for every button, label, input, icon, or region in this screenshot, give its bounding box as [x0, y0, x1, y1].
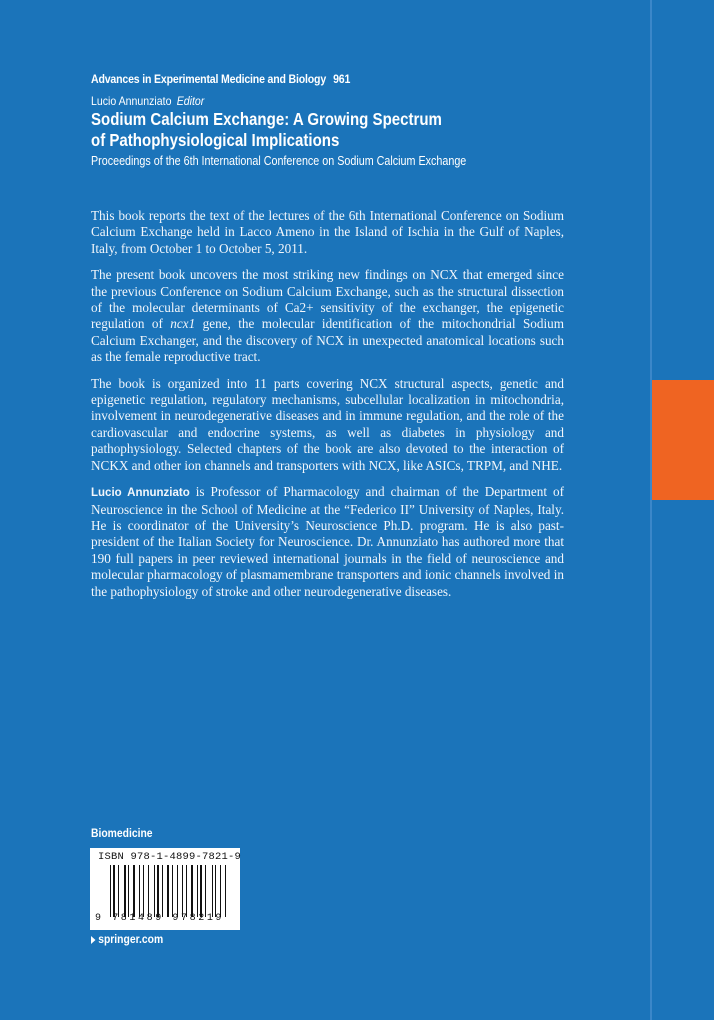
blurb-paragraph-2: [91, 267, 564, 365]
blurb-p2-text-a: The present book uncovers the most striking new findings on NCX that emerged since the previous Conference on Sodium Calcium Exchange, such as the structural dissection of the molecular determinants of Ca2+ sensitivity of the exchanger, the epigenetic regulation of: [91, 267, 564, 332]
editor-role: Editor: [176, 94, 205, 108]
volume-number: 961: [333, 72, 351, 86]
subject-category: Biomedicine: [91, 828, 153, 840]
series-name: Advances in Experimental Medicine and Biology: [91, 72, 327, 86]
author-bio: [91, 484, 564, 600]
blurb-p2-text-b: gene, the molecular identification of the mitochondrial Sodium Calcium Exchanger, and the discovery of NCX in unexpected anatomical locations such as the female reproductive tract.: [91, 316, 565, 365]
editor-line: [91, 94, 549, 108]
spine-divider-line: [650, 0, 652, 1020]
blurb: [91, 208, 564, 610]
barcode-bars: [110, 865, 230, 917]
author-bio-text: is Professor of Pharmacology and chairman of the Department of Neuroscience in the School of Medicine at the “Federico II” University of Naples, Italy. He is coordinator of the University’s Neuroscience Ph.D. program. He is also past-president of the Italian Society for Neuroscience. Dr. Annunziato has authored more that 190 full papers in peer reviewed international journals in the field of neuroscience and molecular pharmacology of plasmamembrane transporters and ionic channels involved in the pathophysiology of stroke and other neurodegenerative diseases.: [91, 484, 564, 599]
orange-color-tab: [652, 380, 714, 500]
author-bio-name: Lucio Annunziato: [91, 487, 190, 500]
gene-name: ncx1: [170, 316, 196, 332]
cover-header: [91, 72, 611, 168]
publisher-link[interactable]: [91, 934, 163, 946]
series-line: [91, 72, 549, 86]
isbn-label: ISBN 978-1-4899-7821-9: [98, 851, 242, 863]
publisher-link-text: springer.com: [98, 934, 164, 946]
title-line-1: Sodium Calcium Exchange: A Growing Spectrum: [91, 109, 442, 129]
book-title: [91, 109, 538, 151]
book-subtitle: Proceedings of the 6th International Conference on Sodium Calcium Exchange: [91, 154, 467, 168]
ean-digits: 9 781489 978219: [95, 913, 225, 924]
blurb-paragraph-3: The book is organized into 11 parts covering NCX structural aspects, genetic and epigenetic regulation, regulatory mechanisms, subcellular localization in mitochondria, involvement in neurodegenerative diseases and in immune regulation, and the role of the cardiovascular and endocrine systems, as well as diabetes in physiology and pathophysiology. Selected chapters of the book are also devoted to the interaction of NCKX and other ion channels and transporters with NCX, like ASICs, TRPM, and NHE.: [91, 375, 564, 473]
title-line-2: of Pathophysiological Implications: [91, 130, 340, 150]
editor-name: Lucio Annunziato: [91, 94, 172, 108]
blurb-paragraph-1: This book reports the text of the lectures of the 6th International Conference on Sodium Calcium Exchange held in Lacco Ameno in the Island of Ischia in the Gulf of Naples, Italy, from October 1 to October 5, 2011.: [91, 208, 564, 256]
triangle-right-icon: [91, 936, 96, 944]
isbn-barcode: [90, 848, 240, 930]
